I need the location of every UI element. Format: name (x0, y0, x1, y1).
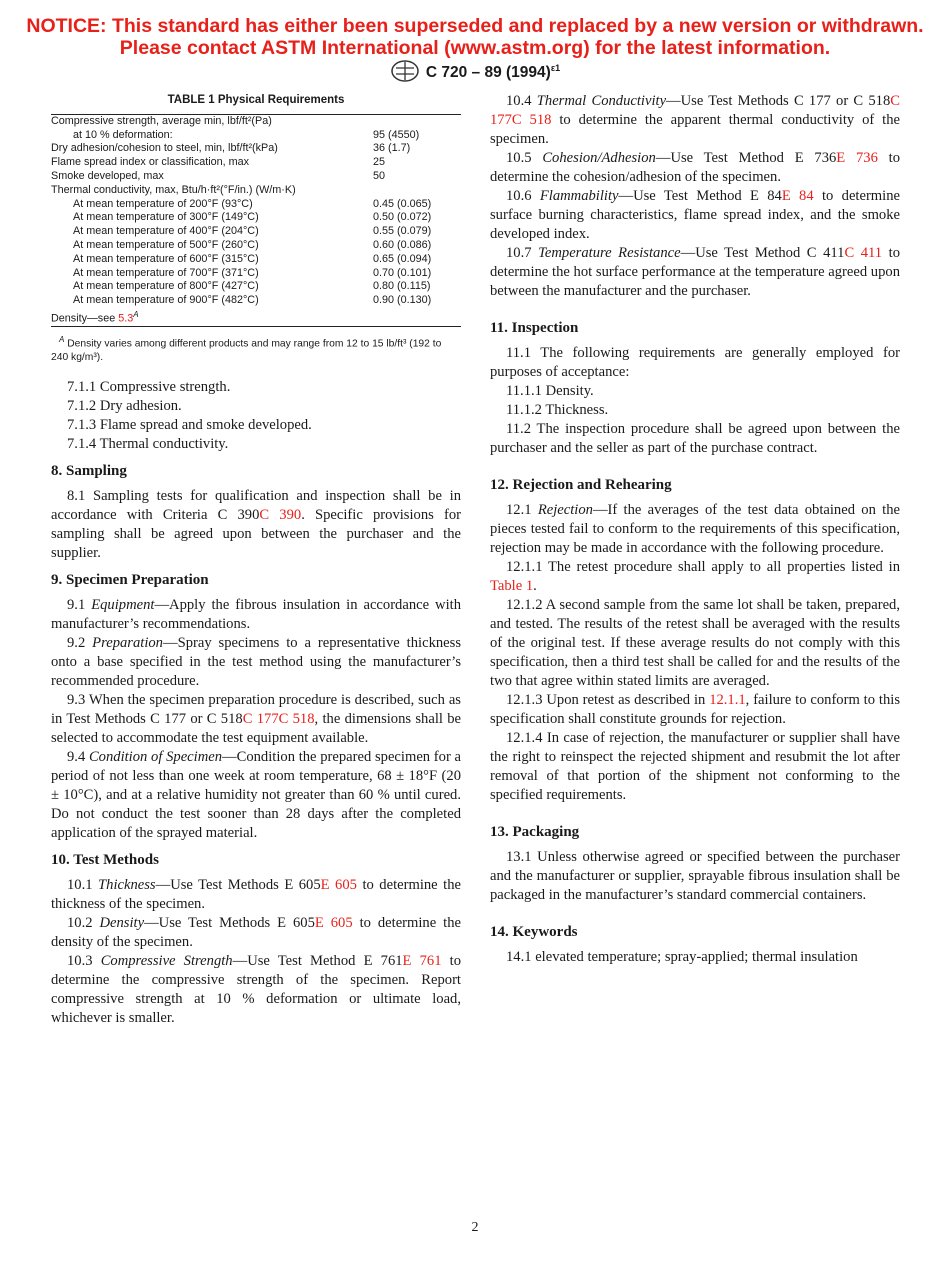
table-row (51, 156, 461, 170)
table-cell-label: At mean temperature of 600°F (315°C) (73, 252, 259, 265)
designation: C 720 – 89 (1994) (425, 64, 551, 81)
table-caption: TABLE 1 Physical Requirements (167, 94, 345, 106)
table-row-density (51, 308, 461, 327)
density-label: Density—see (51, 312, 119, 325)
table-cell-value: 25 (373, 156, 386, 169)
para-11-1: 11.1 The following requirements are generally employed for purposes of acceptance: (490, 345, 900, 380)
section-11-title: 11. Inspection (490, 320, 579, 336)
table-row (51, 142, 461, 156)
table-cell-value (373, 184, 461, 198)
link-e761[interactable]: E 761 (402, 952, 442, 969)
table-cell-label: Compressive strength, average min, lbf/ft²(Pa) (51, 114, 272, 127)
para-10-4: 10.4 Thermal Conductivity—Use Test Methods C 177 or C 518C 177C 518 to determine the apparent thermal conductivity of the specimen. (490, 93, 901, 147)
table-cell-value: 0.55 (0.079) (373, 225, 432, 238)
link-12-1-1[interactable]: 12.1.1 (709, 692, 746, 708)
table-cell-value: 0.65 (0.094) (373, 252, 432, 265)
para-13-1: 13.1 Unless otherwise agreed or specified between the purchaser and the manufacturer or supplier, sprayable fibrous insulation shall be packaged in the manufacturer’s standard commercial containers. (490, 849, 900, 903)
section-13-title: 13. Packaging (490, 824, 580, 840)
notice-line-1: NOTICE: This standard has either been superseded and replaced by a new version or withdrawn. (26, 15, 924, 37)
list-item: 7.1.3 Flame spread and smoke developed. (67, 416, 312, 433)
table-row (51, 198, 461, 212)
link-c411[interactable]: C 411 (844, 245, 883, 261)
physical-requirements-table (51, 114, 461, 328)
table-1 (51, 94, 461, 364)
table-row (51, 239, 461, 253)
para-8-1: 8.1 Sampling tests for qualification and inspection shall be in accordance with Criteria C 390C 390. Specific provisions for sampling shall be agreed upon between the purchaser and the supplier. (51, 487, 461, 561)
para-12-1-1: 12.1.1 The retest procedure shall apply to all properties listed in Table 1. (490, 559, 900, 594)
density-link[interactable]: 5.3 (118, 312, 134, 325)
table-cell-value: 36 (1.7) (373, 142, 411, 155)
para-12-1-4: 12.1.4 In case of rejection, the manufacturer or supplier shall have the right to reinspect the rejected shipment and resubmit the lot after removal of that portion of the shipment not conforming to the specified requirements. (490, 730, 900, 803)
table-cell-value: 95 (4550) (373, 128, 420, 141)
table-row (51, 294, 461, 308)
table-cell-value (373, 114, 461, 128)
para-10-3: 10.3 Compressive Strength—Use Test Method E 761E 761 to determine the compressive strength of the specimen. Report compressive strength at 10 % deformation or ultimate load, whichever is smaller. (51, 952, 461, 1026)
standard-header (0, 60, 950, 82)
para-9-2: 9.2 Preparation—Spray specimens to a representative thickness onto a base specified in the test method using the manufacturer’s recommended procedure. (51, 634, 461, 689)
table-cell-label: At mean temperature of 700°F (371°C) (73, 266, 259, 279)
table-row (51, 253, 461, 267)
table-cell-label: At mean temperature of 800°F (427°C) (73, 280, 259, 293)
table-cell-label: At mean temperature of 300°F (149°C) (73, 211, 259, 224)
para-9-1: 9.1 Equipment—Apply the fibrous insulation in accordance with manufacturer’s recommendations. (51, 596, 461, 632)
section-10-title: 10. Test Methods (51, 851, 159, 868)
table-footnote: $^A$ Density varies among different products and may range from 12 to 15 lb/ft³ (192 to 240 kg/m³). (51, 335, 442, 363)
table-row (51, 225, 461, 239)
table-cell-value: 0.60 (0.086) (373, 238, 432, 251)
table-cell-label: Thermal conductivity, max, Btu/h·ft²(°F/in.) (W/m·K) (51, 183, 296, 196)
table-cell-label: Dry adhesion/cohesion to steel, min, lbf/ft²(kPa) (51, 142, 278, 155)
epsilon-superscript: ε1 (550, 62, 561, 73)
table-cell-label: At mean temperature of 500°F (260°C) (73, 238, 259, 251)
table-cell-value: 0.70 (0.101) (373, 266, 432, 279)
para-10-2: 10.2 Density—Use Test Methods E 605E 605 to determine the density of the specimen. (51, 914, 461, 950)
para-10-5: 10.5 Cohesion/Adhesion—Use Test Method E 736E 736 to determine the cohesion/adhesion of the specimen. (490, 150, 901, 185)
withdrawal-notice (0, 16, 950, 59)
table-row (51, 211, 461, 225)
section-9-title: 9. Specimen Preparation (51, 571, 209, 588)
para-11-2: 11.2 The inspection procedure shall be agreed upon between the purchaser and the seller as part of the purchase contract. (490, 421, 900, 456)
para-11-1-2: 11.1.2 Thickness. (506, 402, 609, 418)
link-e84[interactable]: E 84 (781, 188, 814, 204)
para-12-1-3: 12.1.3 Upon retest as described in 12.1.1, failure to conform to this specification shall constitute grounds for rejection. (490, 692, 900, 727)
density-footnote-mark: A (133, 309, 139, 319)
table-cell-value: 0.80 (0.115) (373, 280, 431, 293)
para-9-4: 9.4 Condition of Specimen—Condition the prepared specimen for a period of not less than one week at room temperature, 68 ± 18°F (20 ± 10°C), and at a relative humidity not greater than 60 % until cured. Do not conduct the test sooner than 28 days after the completed application of the sprayed material. (51, 748, 461, 841)
table-cell-label: Smoke developed, max (51, 169, 164, 182)
table-cell-label: At mean temperature of 400°F (204°C) (73, 225, 259, 238)
link-e736[interactable]: E 736 (836, 150, 878, 166)
astm-logo-icon (390, 60, 420, 82)
table-row (51, 267, 461, 281)
link-e605[interactable]: E 605 (320, 876, 357, 893)
link-e605[interactable]: E 605 (314, 914, 353, 931)
section-12-title: 12. Rejection and Rehearing (490, 477, 672, 493)
para-11-1-1: 11.1.1 Density. (506, 383, 594, 399)
link-c177-c518[interactable]: C 177C 518 (490, 93, 901, 128)
list-item: 7.1.4 Thermal conductivity. (67, 435, 229, 452)
para-10-6: 10.6 Flammability—Use Test Method E 84E 84 to determine surface burning characteristics, flame spread index, and the smoke developed index. (490, 188, 900, 242)
para-10-7: 10.7 Temperature Resistance—Use Test Method C 411C 411 to determine the hot surface performance at the temperature agreed upon between the manufacturer and the purchaser. (490, 245, 901, 299)
notice-line-2: Please contact ASTM International (www.astm.org) for the latest information. (119, 36, 831, 59)
para-9-3: 9.3 When the specimen preparation procedure is described, such as in Test Methods C 177 or C 518C 177C 518, the dimensions shall be selected to accommodate the test equipment available. (51, 691, 461, 746)
table-cell-value: 0.90 (0.130) (373, 294, 432, 307)
list-item: 7.1.1 Compressive strength. (67, 378, 231, 395)
table-row (51, 184, 461, 198)
para-10-1: 10.1 Thickness—Use Test Methods E 605E 605 to determine the thickness of the specimen. (51, 876, 461, 912)
table-cell-label: At mean temperature of 200°F (93°C) (73, 197, 253, 210)
link-table-1[interactable]: Table 1 (490, 578, 534, 594)
link-c390[interactable]: C 390 (259, 506, 302, 523)
page-number: 2 (471, 1220, 479, 1235)
table-cell-label: at 10 % deformation: (73, 128, 173, 141)
table-row (51, 170, 461, 184)
table-cell-value: 0.45 (0.065) (373, 197, 432, 210)
table-row (51, 114, 461, 128)
table-cell-label: At mean temperature of 900°F (482°C) (73, 294, 259, 307)
table-row (51, 280, 461, 294)
section-14-title: 14. Keywords (490, 924, 578, 940)
para-14-1: 14.1 elevated temperature; spray-applied; thermal insulation (506, 949, 858, 965)
list-7-1 (51, 378, 461, 454)
section-8-title: 8. Sampling (51, 462, 127, 479)
table-cell-value: 0.50 (0.072) (373, 211, 432, 224)
right-column (490, 92, 900, 967)
para-12-1-2: 12.1.2 A second sample from the same lot shall be taken, prepared, and tested. The results of the retest shall be averaged with the results of the original test. If these average results do not comply with this specification, then a third test shall be called for and the results of the two that agree within stated limits are averaged. (490, 597, 900, 689)
table-cell-value: 50 (373, 169, 386, 182)
left-column (51, 92, 461, 1028)
link-c177-c518[interactable]: C 177C 518 (242, 710, 315, 727)
table-row (51, 129, 461, 143)
para-12-1: 12.1 Rejection—If the averages of the test data obtained on the pieces tested fail to conform to the requirements of this specification, rejection may be made in accordance with the following procedure. (490, 502, 900, 556)
list-item: 7.1.2 Dry adhesion. (67, 397, 182, 414)
table-cell-label: Flame spread index or classification, max (51, 156, 250, 169)
